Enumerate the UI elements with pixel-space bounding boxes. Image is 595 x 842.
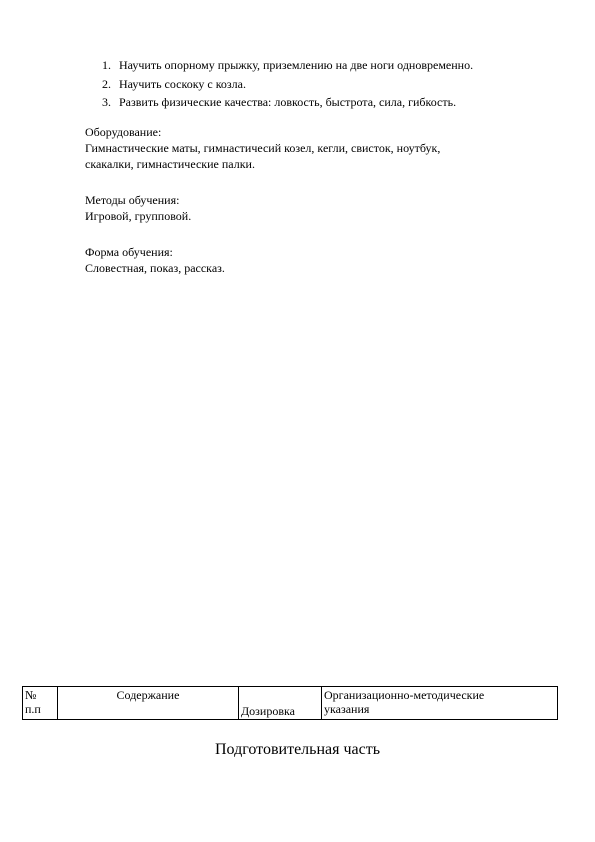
table-header-row — [23, 687, 558, 720]
form-section — [85, 244, 225, 276]
lesson-table-header — [22, 686, 558, 720]
goal-item — [102, 56, 473, 75]
dosage-label: Дозировка — [241, 704, 295, 718]
section-title: Подготовительная часть — [214, 741, 381, 758]
number-column-header — [23, 687, 58, 720]
methods-heading: Методы обучения: — [85, 193, 180, 207]
goal-item — [102, 75, 473, 94]
instructions-line: указания — [324, 702, 370, 716]
methods-text: Игровой, групповой. — [85, 209, 192, 223]
equipment-heading: Оборудование: — [85, 125, 162, 139]
goal-text: Научить соскоку с козла. — [119, 76, 246, 91]
equipment-line: скакалки, гимнастические палки. — [85, 157, 255, 171]
goal-text: Развить физические качества: ловкость, быстрота, сила, гибкость. — [119, 95, 457, 109]
instructions-line: Организационно-методические — [324, 688, 485, 702]
goals-list — [102, 56, 473, 112]
equipment-line: Гимнастические маты, гимнастичесий козел, кегли, свисток, ноутбук, — [85, 141, 441, 155]
form-heading: Форма обучения: — [85, 245, 173, 259]
form-text: Словестная, показ, рассказ. — [85, 261, 225, 275]
goal-number: 2. — [102, 76, 111, 91]
methods-section — [85, 192, 191, 224]
instructions-column-header — [322, 687, 558, 720]
number-symbol: № — [25, 688, 37, 702]
number-abbrev: п.п — [25, 702, 41, 716]
goal-text: Научить опорному прыжку, приземлению на две ноги одновременно. — [119, 58, 474, 72]
goal-number: 1. — [102, 58, 111, 72]
goal-item — [102, 93, 473, 112]
equipment-section — [85, 124, 440, 172]
content-column-header: Содержание — [58, 687, 239, 720]
dosage-column-header — [239, 687, 322, 720]
goal-number: 3. — [102, 95, 111, 109]
